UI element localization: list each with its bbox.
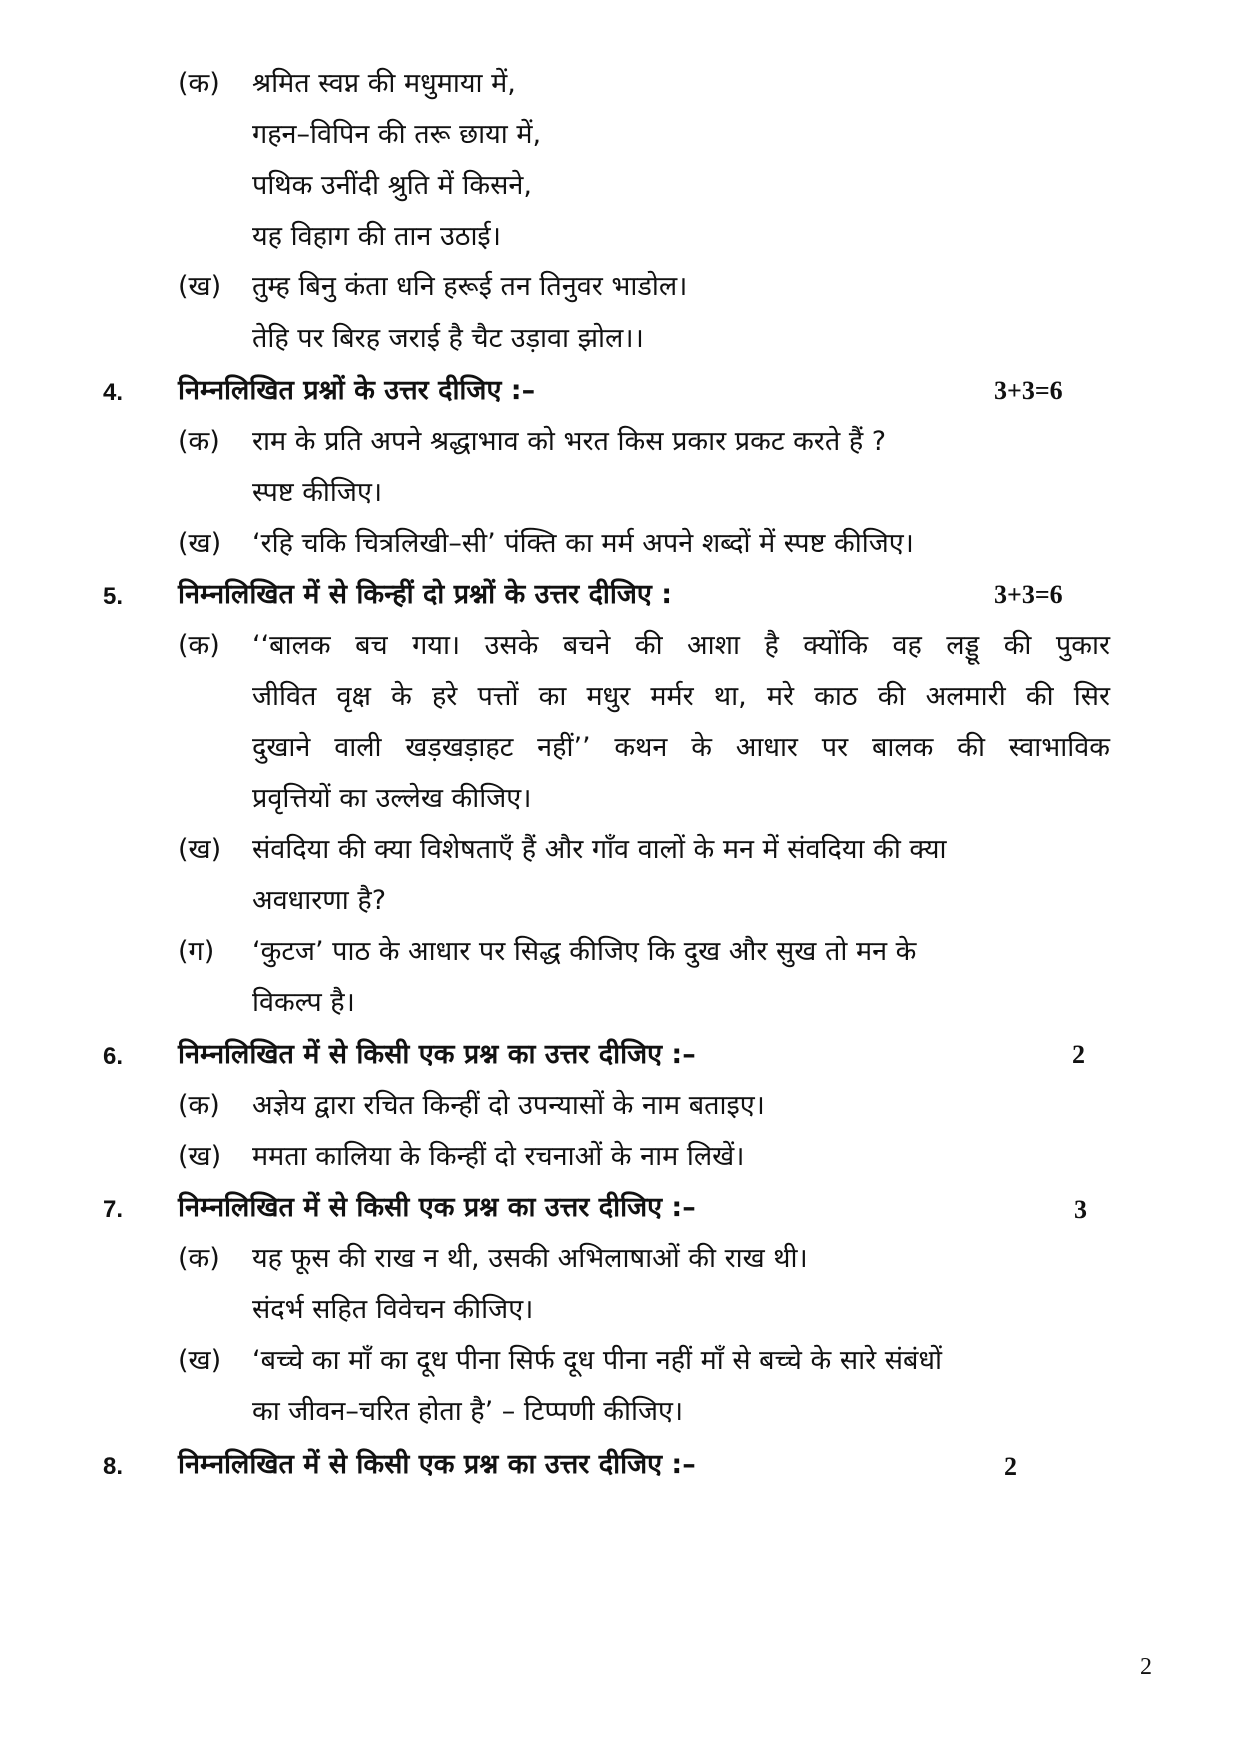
question-number: 4. (103, 379, 124, 406)
question-number: 8. (103, 1453, 124, 1480)
poem-line: गहन–विपिन की तरू छाया में, (252, 119, 542, 150)
option-text: संदर्भ सहित विवेचन कीजिए। (252, 1294, 534, 1325)
page-number: 2 (1140, 1654, 1152, 1680)
question-heading: निम्नलिखित में से किन्हीं दो प्रश्नों के उत्तर दीजिए : (178, 579, 673, 610)
option-label: (क) (178, 630, 220, 661)
question-number: 6. (103, 1043, 124, 1070)
question-number: 7. (103, 1196, 124, 1223)
option-text: यह फूस की राख न थी, उसकी अभिलाषाओं की राख थी। (252, 1243, 808, 1274)
option-text: प्रवृत्तियों का उल्लेख कीजिए। (252, 783, 532, 814)
option-text: ममता कालिया के किन्हीं दो रचनाओं के नाम लिखें। (252, 1141, 745, 1172)
question-number: 5. (103, 583, 124, 610)
question-heading: निम्नलिखित में से किसी एक प्रश्न का उत्तर दीजिए :– (178, 1449, 696, 1480)
option-label: (क) (178, 426, 220, 457)
option-text: स्पष्ट कीजिए। (252, 477, 383, 508)
option-text: अज्ञेय द्वारा रचित किन्हीं दो उपन्यासों के नाम बताइए। (252, 1090, 765, 1121)
poem-line: तेहि पर बिरह जराई है चैट उड़ावा झोल।। (252, 323, 644, 354)
question-marks: 3+3=6 (994, 580, 1063, 609)
question-marks: 2 (1004, 1452, 1017, 1481)
poem-line: श्रमित स्वप्न की मधुमाया में, (252, 68, 516, 99)
question-heading: निम्नलिखित में से किसी एक प्रश्न का उत्तर दीजिए :– (178, 1192, 696, 1223)
poem-line: यह विहाग की तान उठाई। (252, 221, 501, 252)
question-marks: 2 (1072, 1040, 1085, 1069)
option-label: (ग) (178, 936, 215, 967)
option-text: जीवित वृक्ष के हरे पत्तों का मधुर मर्मर था, मरे काठ की अलमारी की सिर (252, 681, 1110, 712)
option-label: (ख) (178, 271, 222, 302)
option-text: ‘‘बालक बच गया। उसके बचने की आशा है क्योंकि वह लड्डू की पुकार (252, 630, 1110, 661)
option-label: (क) (178, 1243, 220, 1274)
option-label: (क) (178, 1090, 220, 1121)
option-text: दुखाने वाली खड़खड़ाहट नहीं’’ कथन के आधार पर बालक की स्वाभाविक (252, 732, 1110, 763)
option-label: (क) (178, 68, 220, 99)
option-label: (ख) (178, 1141, 222, 1172)
question-marks: 3+3=6 (994, 376, 1063, 405)
option-label: (ख) (178, 528, 222, 559)
option-text: विकल्प है। (252, 987, 355, 1018)
question-heading: निम्नलिखित प्रश्नों के उत्तर दीजिए :– (178, 375, 536, 406)
option-text: ‘कुटज’ पाठ के आधार पर सिद्ध कीजिए कि दुख और सुख तो मन के (252, 936, 917, 967)
option-text: राम के प्रति अपने श्रद्धाभाव को भरत किस प्रकार प्रकट करते हैं ? (252, 426, 887, 457)
option-text: ‘रहि चकि चित्रलिखी–सी’ पंक्ति का मर्म अपने शब्दों में स्पष्ट कीजिए। (252, 528, 914, 559)
option-label: (ख) (178, 1345, 222, 1376)
question-heading: निम्नलिखित में से किसी एक प्रश्न का उत्तर दीजिए :– (178, 1039, 696, 1070)
option-text: का जीवन–चरित होता है’ – टिप्पणी कीजिए। (252, 1396, 684, 1427)
poem-line: तुम्ह बिनु कंता धनि हरूई तन तिनुवर भाडोल। (252, 271, 688, 302)
option-text: संवदिया की क्या विशेषताएँ हैं और गाँव वालों के मन में संवदिया की क्या (252, 834, 947, 865)
option-text: अवधारणा है? (252, 885, 387, 916)
option-text: ‘बच्चे का माँ का दूध पीना सिर्फ दूध पीना नहीं माँ से बच्चे के सारे संबंधों (252, 1345, 942, 1376)
question-marks: 3 (1074, 1195, 1087, 1224)
option-label: (ख) (178, 834, 222, 865)
poem-line: पथिक उनींदी श्रुति में किसने, (252, 170, 532, 201)
